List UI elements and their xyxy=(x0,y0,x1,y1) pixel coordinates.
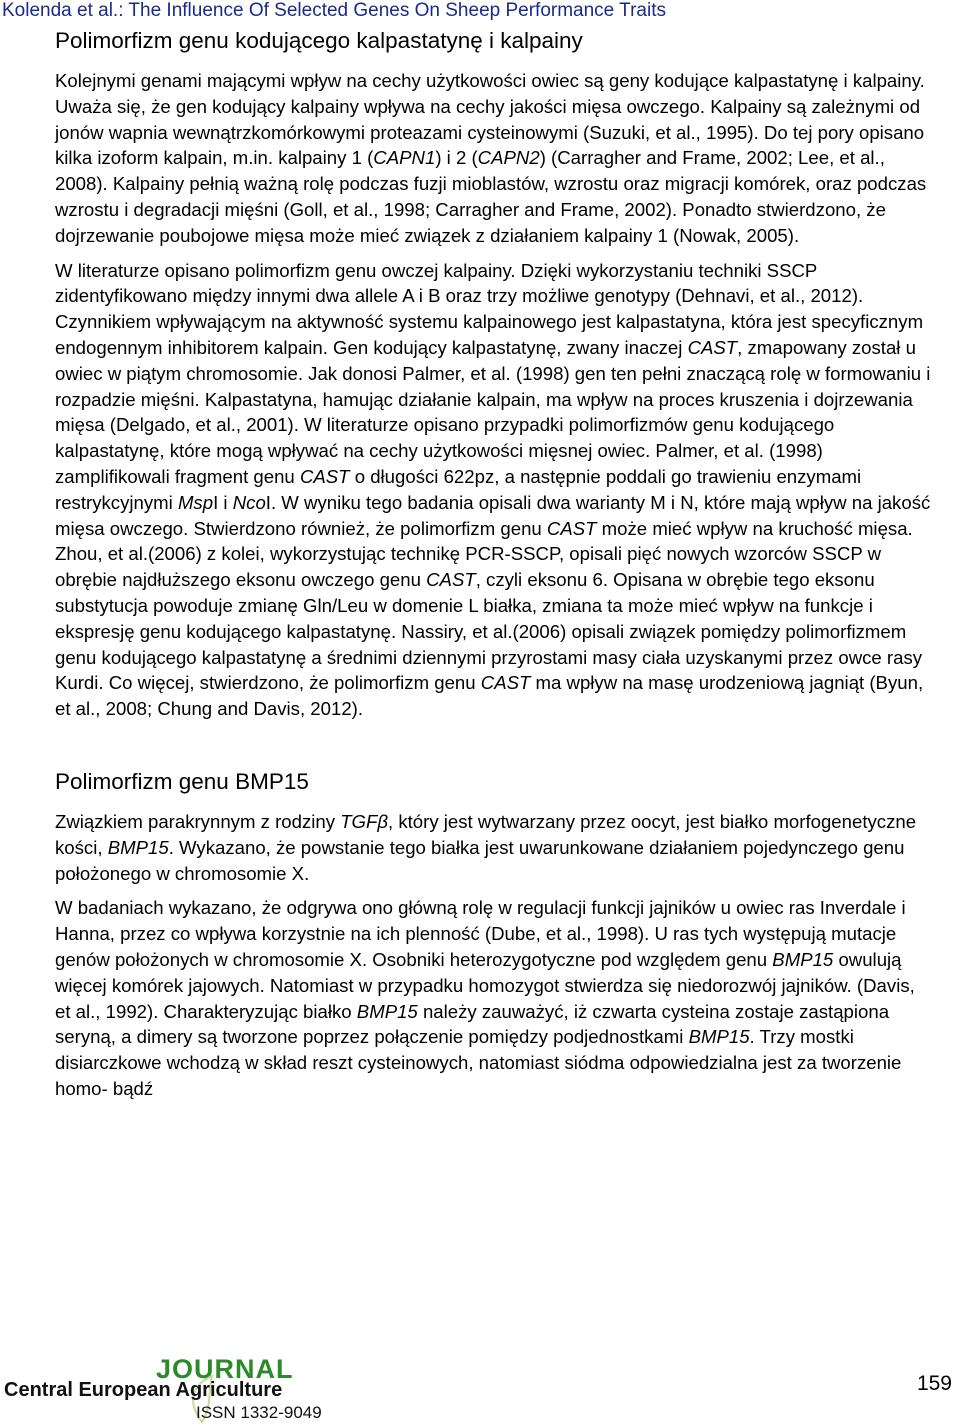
italic-term: BMP15 xyxy=(688,1026,750,1048)
italic-term: BMP15 xyxy=(107,836,169,858)
article-body xyxy=(55,22,935,1111)
text-run: należy zauważyć, iż czwarta cysteina zostaje zastąpiona seryną, a dimery są tworzone poprzez połączenie pomiędzy podjednostkami xyxy=(55,1000,890,1048)
text-run: , zmapowany został u owiec w piątym chromosomie. Jak donosi Palmer, et al. (1998) gen ten pełni znaczącą rolę w formowaniu i rozpadzie mięśni. Kalpastatyna, hamując działanie kalpain, ma wpływ na proces kruszenia i dojrzewania mięsa (Delgado, et al., 2001). W literaturze opisano przypadki polimorfizmów genu kodującego kalpastatynę, które mogą wpływać na cechy użytkowości mięsnej owiec. Palmer, et al. (1998) zamplifikowali fragment genu xyxy=(55,336,931,487)
text-run: ma wpływ na masę urodzeniową jagniąt (Byun, et al., 2008; Chung and Davis, 2012). xyxy=(55,672,924,720)
italic-term: CAST xyxy=(299,465,350,487)
text-run: owulują więcej komórek jajowych. Natomiast w przypadku homozygot stwierdza się niedorozwój jajników. (Davis, et al., 1992). Charakteryzując białko xyxy=(55,948,915,1022)
paragraph xyxy=(55,809,935,886)
italic-term: CAPN2 xyxy=(477,147,540,169)
text-run: . Trzy mostki disiarczkowe wchodzą w skład reszt cysteinowych, natomiast siódma odpowiedzialna jest za tworzenie homo- bądź xyxy=(55,1026,902,1099)
issn-label: ISSN 1332-9049 xyxy=(196,1403,322,1422)
italic-term: CAST xyxy=(687,336,738,358)
text-run: może mieć wpływ na kruchość mięsa. Zhou, et al.(2006) z kolei, wykorzystując technikę PCR-SSCP, opisali pięć nowych wzorców SSCP w obrębie najdłuższego eksonu owczego genu xyxy=(55,517,913,591)
text-run: o długości 622pz, a następnie poddali go trawieniu enzymami restrykcyjnymi xyxy=(55,465,862,513)
italic-term: BMP15 xyxy=(356,1000,418,1022)
paragraph xyxy=(55,895,935,1101)
text-run: ) i 2 ( xyxy=(435,147,478,169)
text-run: . Wykazano, że powstanie tego białka jest uwarunkowane działaniem pojedynczego genu położonego w chromosomie X. xyxy=(55,836,905,884)
section-gap xyxy=(55,731,935,767)
journal-logo xyxy=(4,1354,344,1428)
italic-term: BMP15 xyxy=(772,948,834,970)
italic-term: Msp xyxy=(177,491,214,513)
paragraph xyxy=(55,258,935,722)
italic-term: TGFβ xyxy=(340,810,388,832)
text-run: , który jest wytwarzany przez oocyt, jest białko morfogenetyczne kości, xyxy=(55,810,917,858)
italic-term: CAPN1 xyxy=(373,147,436,169)
text-run: I. W wyniku tego badania opisali dwa warianty M i N, które mają wpływ na jakość mięsa owczego. Stwierdzono również, że polimorfizm genu xyxy=(55,491,931,539)
journal-wordmark: JOURNAL xyxy=(156,1354,294,1384)
paragraph xyxy=(55,68,935,249)
section-title-calpastatin: Polimorfizm genu kodującego kalpastatynę i kalpainy xyxy=(55,28,583,53)
italic-term: Nco xyxy=(232,491,266,513)
section-title-bmp15: Polimorfizm genu BMP15 xyxy=(55,768,309,794)
text-run: W badaniach wykazano, że odgrywa ono główną rolę w regulacji funkcji jajników u owiec ras Inverdale i Hanna, przez co wpływa korzystnie na ich plenność (Dube, et al., 1998). U ras tych występują mutacje genów położonych w chromosomie X. Osobniki heterozygotyczne pod względem genu xyxy=(55,897,906,970)
journal-subtitle: Central European Agriculture xyxy=(4,1379,283,1401)
page-number: 159 xyxy=(916,1372,952,1395)
italic-term: CAST xyxy=(546,517,597,539)
italic-term: CAST xyxy=(480,672,531,694)
text-run: Związkiem parakrynnym z rodziny xyxy=(55,810,341,832)
text-run: , czyli eksonu 6. Opisana w obrębie tego eksonu substytucja powoduje zmianę Gln/Leu w domenie L białka, zmiana ta może mieć wpływ na funkcje i ekspresję genu kodującego kalpastatynę. Nassiry, et al.(2006) opisali związek pomiędzy polimorfizmem genu kodującego kalpastatynę a średnimi dziennymi przyrostami masy ciała uzyskanymi przez owce rasy Kurdi. Co więcej, stwierdzono, że polimorfizm genu xyxy=(55,569,923,694)
text-run: Kolejnymi genami mającymi wpływ na cechy użytkowości owiec są geny kodujące kalpastatynę i kalpainy. Uważa się, że gen kodujący kalpainy wpływa na cechy jakości mięsa owczego. Kalpainy są zależnymi od jonów wapnia wewnątrzkomórkowymi proteazami cysteinowymi (Suzuki, et al., 1995). Do tej pory opisano kilka izoform kalpain, m.in. kalpainy 1 ( xyxy=(55,70,925,169)
text-run: I i xyxy=(213,491,233,513)
running-head: Kolenda et al.: The Influence Of Selected Genes On Sheep Performance Traits xyxy=(2,0,666,21)
text-run: ) (Carragher and Frame, 2002; Lee, et al., 2008). Kalpainy pełnią ważną rolę podczas fuzji mioblastów, wzrostu oraz migracji komórek, oraz podczas wzrostu i degradacji mięśni (Goll, et al., 1998; Carragher and Frame, 2002). Ponadto stwierdzono, że dojrzewanie poubojowe mięsa może mieć związek z działaniem kalpainy 1 (Nowak, 2005). xyxy=(55,147,927,246)
italic-term: CAST xyxy=(426,569,476,591)
text-run: W literaturze opisano polimorfizm genu owczej kalpainy. Dzięki wykorzystaniu techniki SSCP zidentyfikowano między innymi dwa allele A i B oraz trzy możliwe genotypy (Dehnavi, et al., 2012). Czynnikiem wpływającym na aktywność systemu kalpainowego jest kalpastatyna, która jest specyficznym endogennym inhibitorem kalpain. Gen kodujący kalpastatynę, zwany inaczej xyxy=(55,259,924,358)
